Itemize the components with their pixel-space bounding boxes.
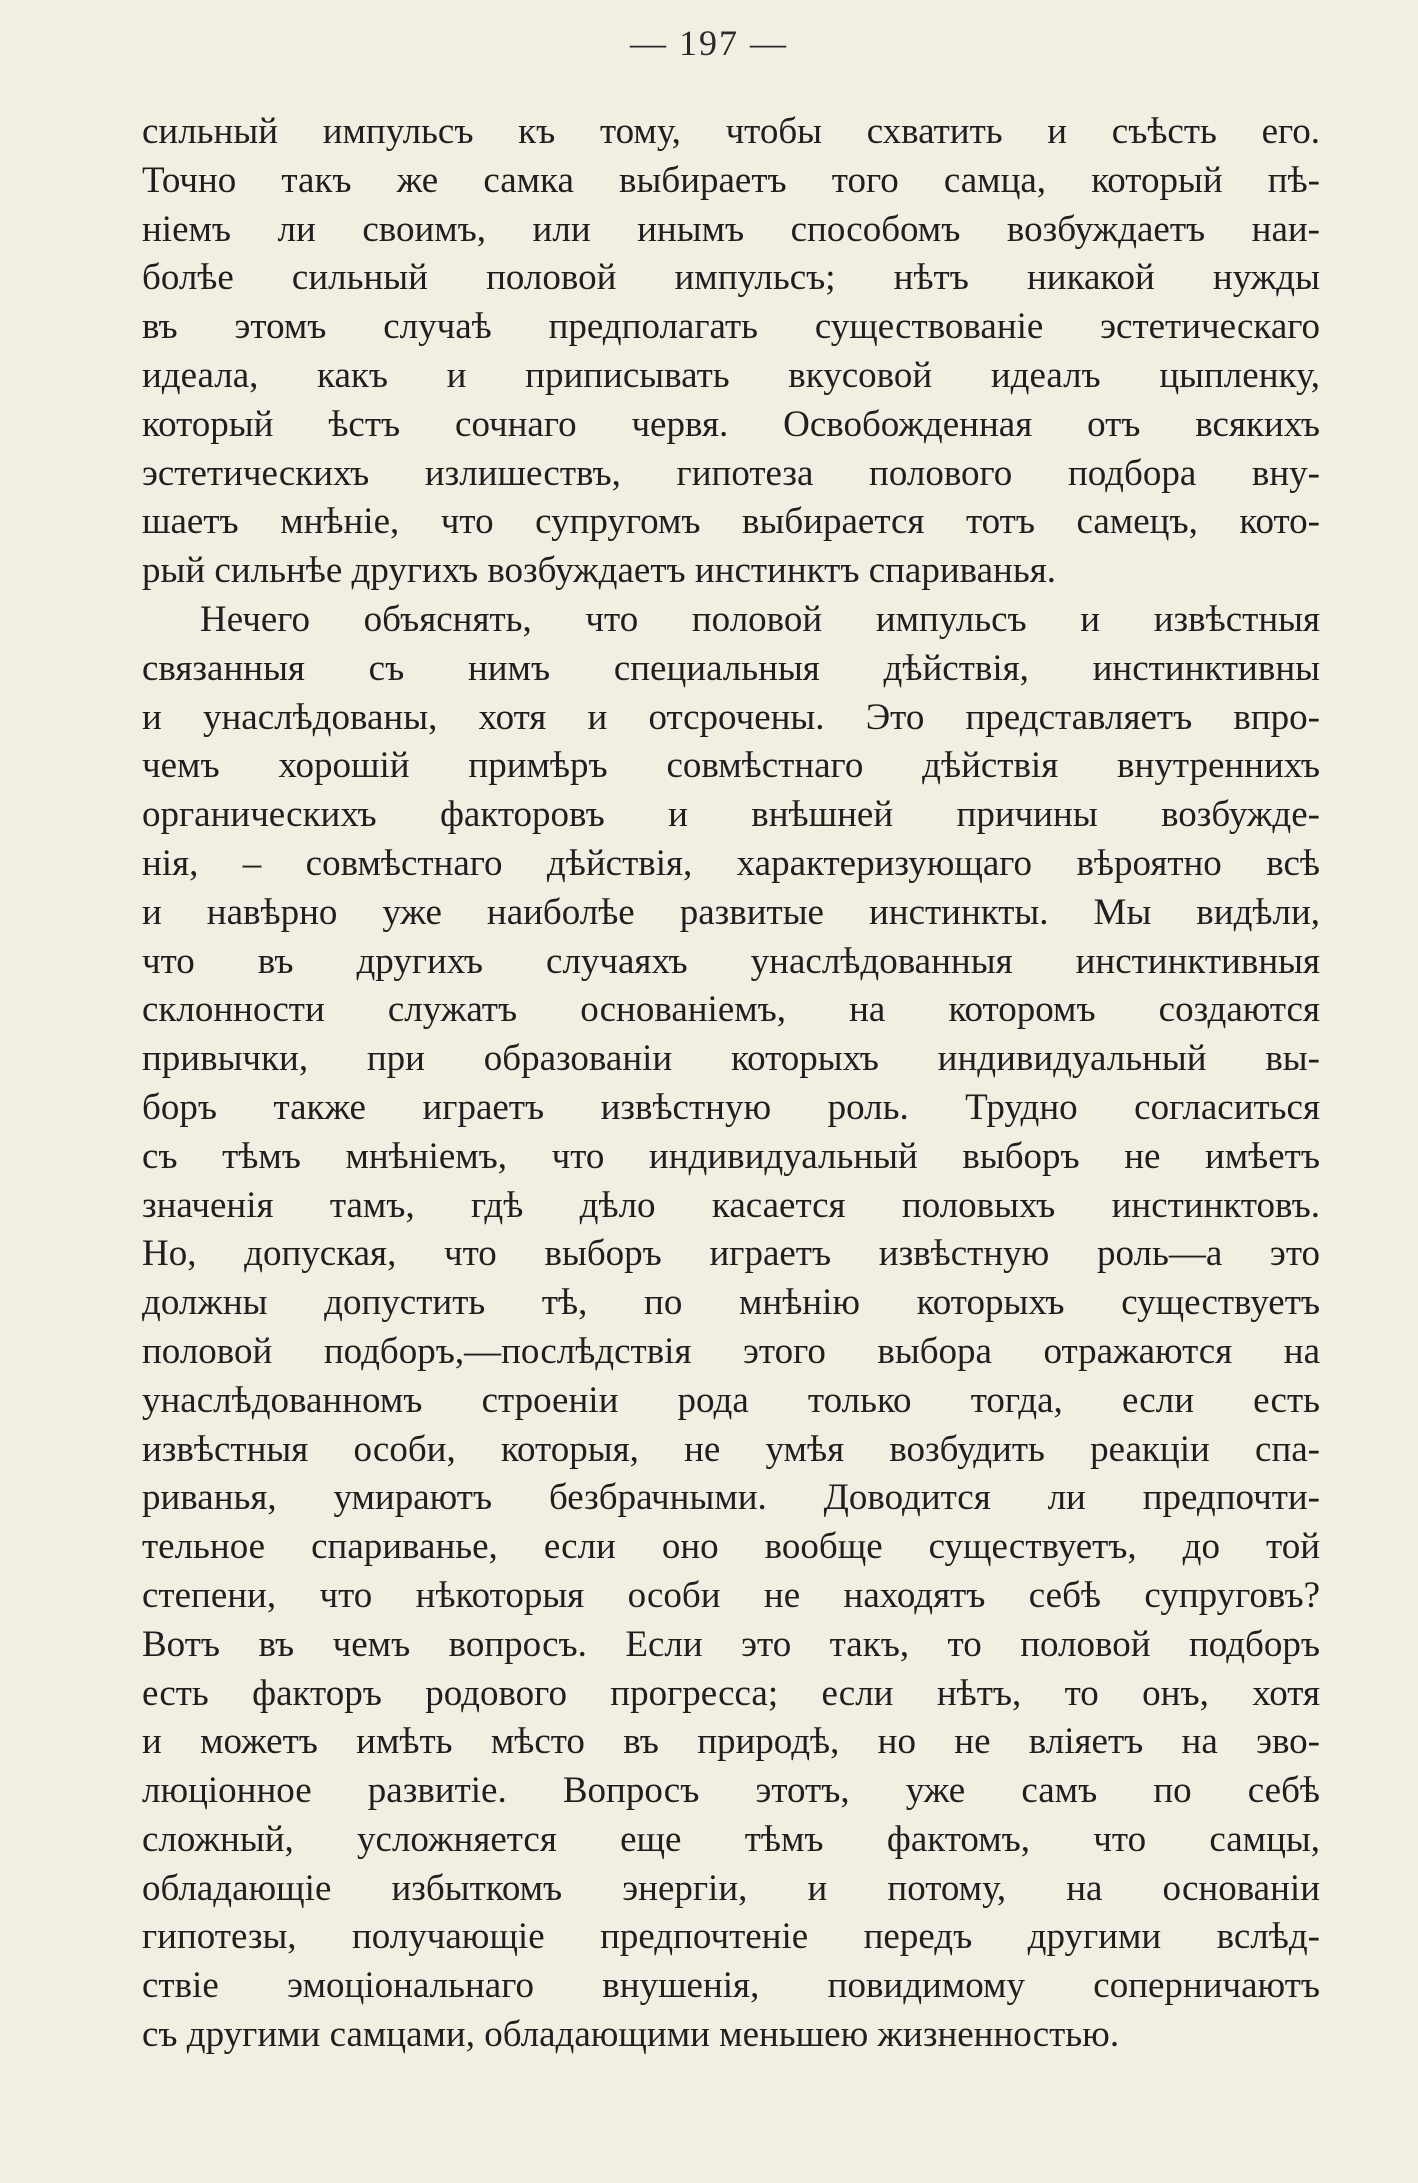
- text-line: ствіе эмоціональнаго внушенія, повидимому соперничаютъ: [142, 1965, 1320, 2007]
- text-line: люціонное развитіе. Вопросъ этотъ, уже самъ по себѣ: [142, 1770, 1320, 1812]
- text-line: нія, – совмѣстнаго дѣйствія, характеризующаго вѣроятно всѣ: [142, 842, 1320, 884]
- text-line: рый сильнѣе другихъ возбуждаетъ инстинктъ спариванья.: [142, 550, 1056, 592]
- text-line: степени, что нѣкоторыя особи не находятъ себѣ супруговъ?: [142, 1574, 1320, 1616]
- text-line: и унаслѣдованы, хотя и отсрочены. Это представляетъ впро-: [142, 696, 1320, 738]
- text-line: половой подборъ,—послѣдствія этого выбора отражаются на: [142, 1330, 1320, 1372]
- text-line: привычки, при образованіи которыхъ индивидуальный вы-: [142, 1038, 1320, 1080]
- text-line: съ тѣмъ мнѣніемъ, что индивидуальный выборъ не имѣетъ: [142, 1135, 1320, 1177]
- text-line: гипотезы, получающіе предпочтеніе передъ другими вслѣд-: [142, 1916, 1320, 1958]
- text-line: чемъ хорошій примѣръ совмѣстнаго дѣйствія внутреннихъ: [142, 745, 1320, 787]
- text-line: сложный, усложняется еще тѣмъ фактомъ, что самцы,: [142, 1818, 1320, 1860]
- text-line: и можетъ имѣть мѣсто въ природѣ, но не вліяетъ на эво-: [142, 1721, 1320, 1763]
- text-line: должны допустить тѣ, по мнѣнію которыхъ существуетъ: [142, 1282, 1320, 1324]
- text-line: риванья, умираютъ безбрачными. Доводится ли предпочти-: [142, 1477, 1320, 1519]
- text-line: значенія тамъ, гдѣ дѣло касается половыхъ инстинктовъ.: [142, 1184, 1320, 1226]
- text-line: съ другими самцами, обладающими меньшею жизненностью.: [142, 2014, 1120, 2056]
- text-line: который ѣстъ сочнаго червя. Освобожденная отъ всякихъ: [142, 403, 1320, 445]
- text-line: сильный импульсъ къ тому, чтобы схватить и съѣсть его.: [142, 111, 1320, 152]
- text-line: органическихъ факторовъ и внѣшней причины возбужде-: [142, 794, 1320, 836]
- text-line: извѣстныя особи, которыя, не умѣя возбудить реакціи спа-: [142, 1428, 1320, 1470]
- text-line: что въ другихъ случаяхъ унаслѣдованныя инстинктивныя: [142, 940, 1320, 982]
- text-line: связанныя съ нимъ специальныя дѣйствія, инстинктивны: [142, 647, 1320, 689]
- text-line: боръ также играетъ извѣстную роль. Трудно согласиться: [142, 1086, 1320, 1128]
- text-line: эстетическихъ излишествъ, гипотеза полового подбора вну-: [142, 452, 1320, 494]
- text-line: Вотъ въ чемъ вопросъ. Если это такъ, то половой подборъ: [142, 1623, 1320, 1665]
- text-line: шаетъ мнѣніе, что супругомъ выбирается тотъ самецъ, кото-: [142, 501, 1320, 543]
- page-number: — 197 —: [630, 23, 788, 63]
- text-line: тельное спариванье, если оно вообще существуетъ, до той: [142, 1526, 1320, 1568]
- paragraph: [142, 596, 1320, 2060]
- text-line: Точно такъ же самка выбираетъ того самца, который пѣ-: [142, 159, 1320, 201]
- text-line: обладающіе избыткомъ энергіи, и потому, на основаніи: [142, 1867, 1320, 1909]
- text-line: ніемъ ли своимъ, или инымъ способомъ возбуждаетъ наи-: [142, 208, 1320, 250]
- text-line: склонности служатъ основаніемъ, на которомъ создаются: [142, 989, 1320, 1031]
- paragraph: [142, 108, 1320, 596]
- text-line: въ этомъ случаѣ предполагать существованіе эстетическаго: [142, 306, 1320, 348]
- text-line: есть факторъ родового прогресса; если нѣтъ, то онъ, хотя: [142, 1672, 1320, 1714]
- body-text: [142, 108, 1320, 2060]
- text-line: унаслѣдованномъ строеніи рода только тогда, если есть: [142, 1379, 1320, 1421]
- text-line: идеала, какъ и приписывать вкусовой идеалъ цыпленку,: [142, 354, 1320, 396]
- text-line: и навѣрно уже наиболѣе развитые инстинкты. Мы видѣли,: [142, 891, 1320, 933]
- text-line: Но, допуская, что выборъ играетъ извѣстную роль—а это: [142, 1233, 1320, 1275]
- text-line: болѣе сильный половой импульсъ; нѣтъ никакой нужды: [142, 257, 1320, 299]
- text-line: Нечего объяснять, что половой импульсъ и извѣстныя: [200, 598, 1320, 640]
